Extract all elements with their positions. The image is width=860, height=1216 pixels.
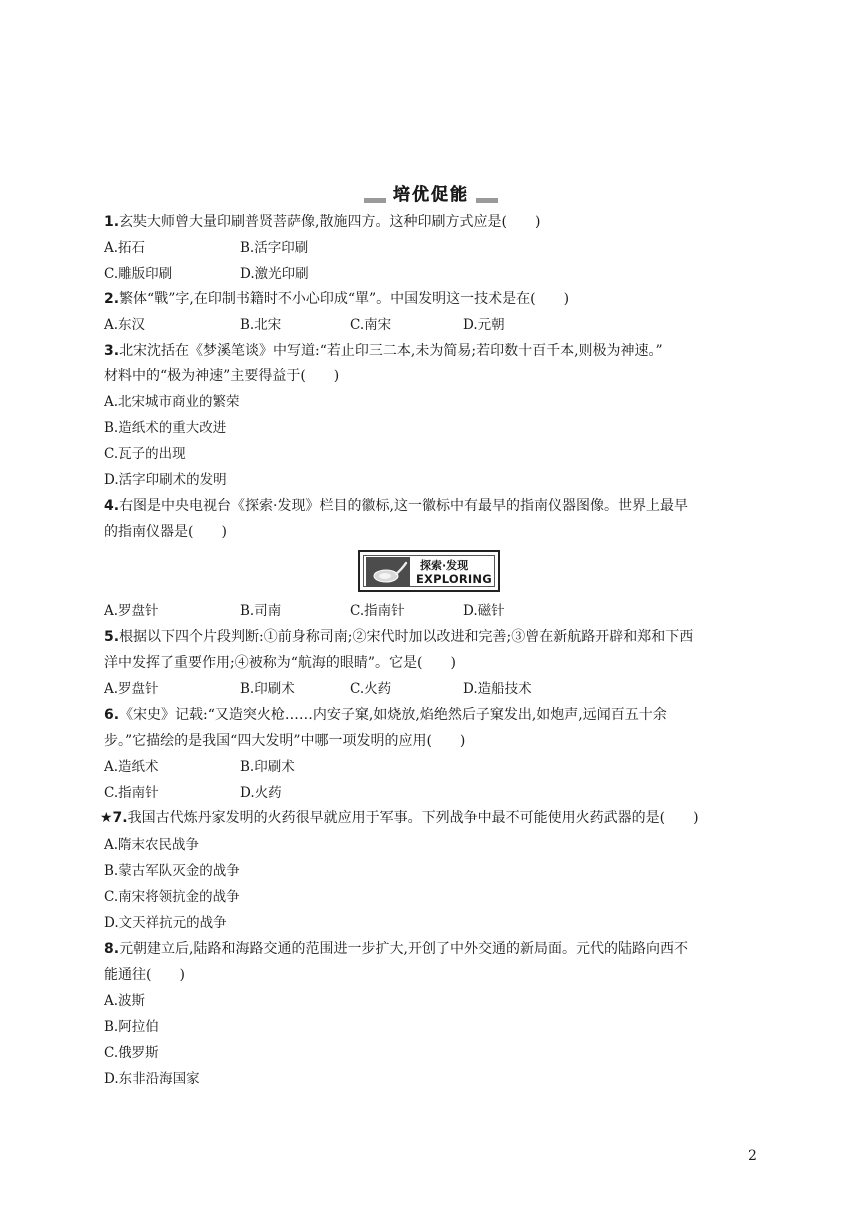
question-6-stem-line1: 6.《宋史》记载:“又造突火枪……内安子窠,如烧放,焰绝然后子窠发出,如炮声,远闻百五十余 xyxy=(104,707,667,723)
question-8-stem-line1: 8.元朝建立后,陆路和海路交通的范围进一步扩大,开创了中外交通的新局面。元代的陆路向西不 xyxy=(104,941,688,957)
q4-option-d: D.磁针 xyxy=(463,603,505,619)
q2-option-d: D.元朝 xyxy=(463,317,505,333)
q5-option-c: C.火药 xyxy=(350,681,392,697)
question-5-stem-line2: 洋中发挥了重要作用;④被称为“航海的眼睛”。它是( ) xyxy=(104,655,456,671)
logo-chinese-text: 探索·发现 xyxy=(420,559,469,572)
compass-spoon-icon xyxy=(366,557,410,587)
q3-option-d: D.活字印刷术的发明 xyxy=(104,472,227,488)
q6-option-a: A.造纸术 xyxy=(104,759,159,775)
q7-option-c: C.南宋将领抗金的战争 xyxy=(104,889,240,905)
q1-option-b: B.活字印刷 xyxy=(240,240,309,256)
page-number: 2 xyxy=(748,1148,757,1164)
q3-option-a: A.北宋城市商业的繁荣 xyxy=(104,394,240,410)
q5-option-b: B.印刷术 xyxy=(240,681,295,697)
question-6-stem-line2: 步。”它描绘的是我国“四大发明”中哪一项发明的应用( ) xyxy=(104,733,466,749)
q8-option-a: A.波斯 xyxy=(104,993,146,1009)
question-7-stem: ★7.我国古代炼丹家发明的火药很早就应用于军事。下列战争中最不可能使用火药武器的是( ) xyxy=(100,810,699,826)
q1-option-a: A.拓石 xyxy=(104,240,146,256)
q4-option-b: B.司南 xyxy=(240,603,282,619)
q7-option-b: B.蒙古军队灭金的战争 xyxy=(104,863,240,879)
q8-option-d: D.东非沿海国家 xyxy=(104,1071,200,1087)
q8-option-c: C.俄罗斯 xyxy=(104,1045,159,1061)
q4-option-c: C.指南针 xyxy=(350,603,405,619)
section-banner xyxy=(364,183,498,209)
q1-option-c: C.雕版印刷 xyxy=(104,266,173,282)
question-1-stem: 1.玄奘大师曾大量印刷普贤菩萨像,散施四方。这种印刷方式应是( ) xyxy=(104,214,541,230)
question-5-stem-line1: 5.根据以下四个片段判断:①前身称司南;②宋代时加以改进和完善;③曾在新航路开辟和郑和下西 xyxy=(104,629,694,645)
q6-option-c: C.指南针 xyxy=(104,785,159,801)
question-4-stem-line2: 的指南仪器是( ) xyxy=(104,524,227,540)
q8-option-b: B.阿拉伯 xyxy=(104,1019,159,1035)
question-3-stem-line2: 材料中的“极为神速”主要得益于( ) xyxy=(104,368,340,384)
q5-option-a: A.罗盘针 xyxy=(104,681,159,697)
question-2-stem: 2.繁体“戰”字,在印制书籍时不小心印成“單”。中国发明这一技术是在( ) xyxy=(104,291,570,307)
q2-option-c: C.南宋 xyxy=(350,317,392,333)
q7-option-d: D.文天祥抗元的战争 xyxy=(104,915,227,931)
q5-option-d: D.造船技术 xyxy=(463,681,532,697)
q7-option-a: A.隋末农民战争 xyxy=(104,837,200,853)
exploring-logo xyxy=(358,550,500,592)
question-8-stem-line2: 能通往( ) xyxy=(104,967,185,983)
logo-english-text: EXPLORING xyxy=(416,572,492,586)
section-title: 培优促能 xyxy=(386,183,476,207)
question-4-stem-line1: 4.右图是中央电视台《探索·发现》栏目的徽标,这一徽标中有最早的指南仪器图像。世界上最早 xyxy=(104,498,688,514)
q1-option-d: D.激光印刷 xyxy=(240,266,309,282)
q2-option-a: A.东汉 xyxy=(104,317,146,333)
question-3-stem-line1: 3.北宋沈括在《梦溪笔谈》中写道:“若止印三二本,未为简易;若印数十百千本,则极为神速。” xyxy=(104,343,663,359)
q3-option-c: C.瓦子的出现 xyxy=(104,446,186,462)
q2-option-b: B.北宋 xyxy=(240,317,282,333)
q6-option-d: D.火药 xyxy=(240,785,282,801)
q4-option-a: A.罗盘针 xyxy=(104,603,159,619)
q6-option-b: B.印刷术 xyxy=(240,759,295,775)
q3-option-b: B.造纸术的重大改进 xyxy=(104,420,227,436)
